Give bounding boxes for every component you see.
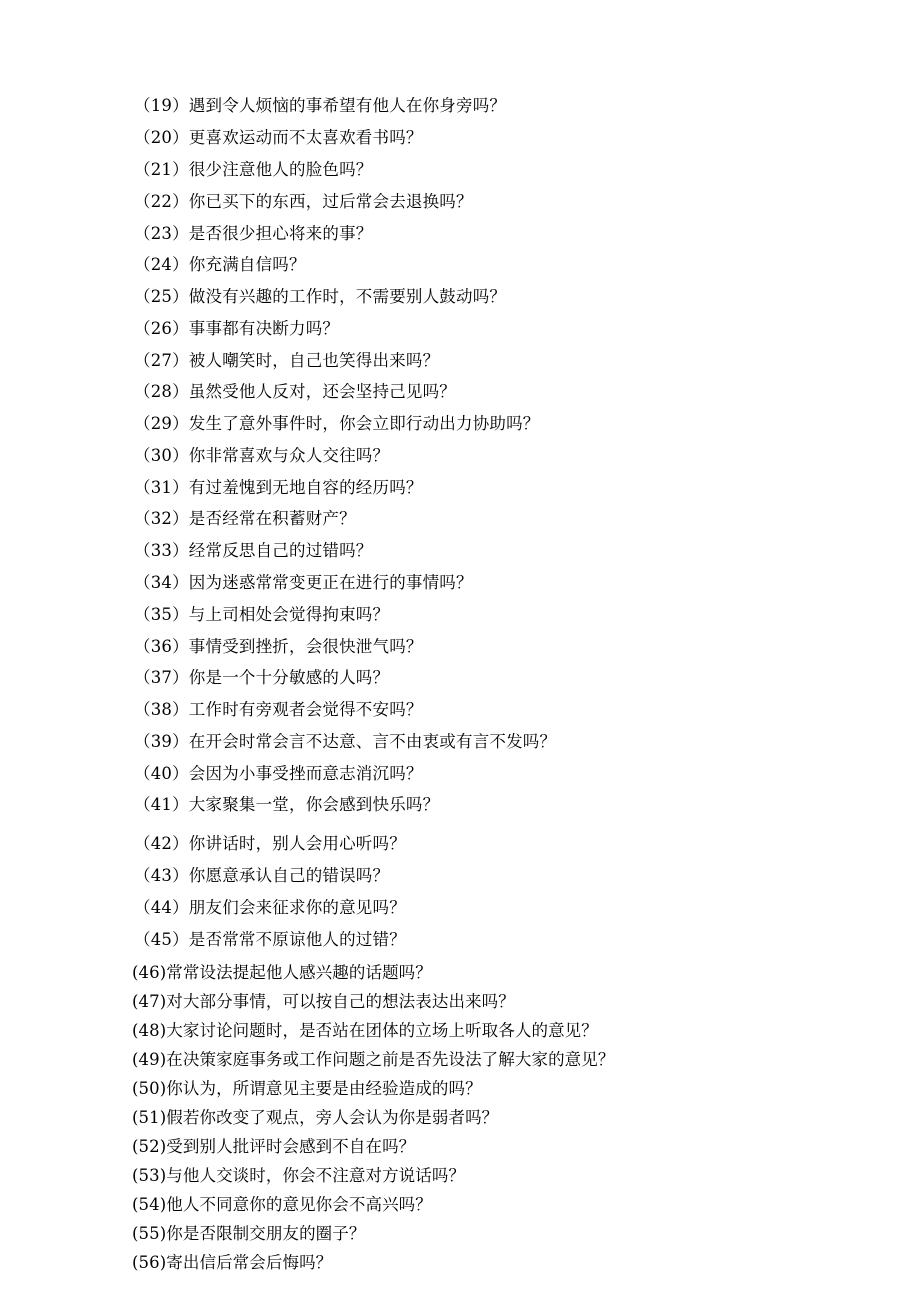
question-54: (54)他人不同意你的意见你会不高兴吗？ — [132, 1195, 432, 1214]
question-26: （26）事事都有决断力吗？ — [134, 319, 340, 338]
question-47: (47)对大部分事情，可以按自己的想法表达出来吗？ — [132, 992, 515, 1011]
question-32: （32）是否经常在积蓄财产？ — [134, 509, 356, 528]
question-37: （37）你是一个十分敏感的人吗？ — [134, 668, 390, 687]
question-52: (52)受到别人批评时会感到不自在吗？ — [132, 1137, 416, 1156]
question-24: （24）你充满自信吗？ — [134, 255, 306, 274]
question-31: （31）有过羞愧到无地自容的经历吗？ — [134, 478, 423, 497]
question-28: （28）虽然受他人反对，还会坚持己见吗？ — [134, 382, 456, 401]
question-42: （42）你讲话时，别人会用心听吗？ — [134, 834, 406, 853]
question-19: （19）遇到令人烦恼的事希望有他人在你身旁吗？ — [134, 96, 507, 115]
question-30: （30）你非常喜欢与众人交往吗？ — [134, 446, 390, 465]
question-51: (51)假若你改变了观点，旁人会认为你是弱者吗？ — [132, 1108, 499, 1127]
question-38: （38）工作时有旁观者会觉得不安吗？ — [134, 700, 423, 719]
question-21: （21）很少注意他人的脸色吗？ — [134, 160, 373, 179]
question-29: （29）发生了意外事件时，你会立即行动出力协助吗？ — [134, 414, 540, 433]
question-35: （35）与上司相处会觉得拘束吗？ — [134, 605, 390, 624]
question-53: (53)与他人交谈时，你会不注意对方说话吗？ — [132, 1166, 466, 1185]
question-20: （20）更喜欢运动而不太喜欢看书吗？ — [134, 128, 423, 147]
question-41: （41）大家聚集一堂，你会感到快乐吗？ — [134, 795, 440, 814]
question-43: （43）你愿意承认自己的错误吗？ — [134, 866, 390, 885]
question-25: （25）做没有兴趣的工作时，不需要别人鼓动吗？ — [134, 287, 507, 306]
question-45: （45）是否常常不原谅他人的过错？ — [134, 930, 406, 949]
question-44: （44）朋友们会来征求你的意见吗？ — [134, 898, 406, 917]
question-56: (56)寄出信后常会后悔吗？ — [132, 1253, 333, 1272]
question-46: (46)常常设法提起他人感兴趣的话题吗？ — [132, 963, 432, 982]
question-55: (55)你是否限制交朋友的圈子？ — [132, 1224, 366, 1243]
question-23: （23）是否很少担心将来的事？ — [134, 224, 373, 243]
question-49: (49)在决策家庭事务或工作问题之前是否先设法了解大家的意见？ — [132, 1050, 615, 1069]
question-40: （40）会因为小事受挫而意志消沉吗？ — [134, 764, 423, 783]
question-36: （36）事情受到挫折，会很快泄气吗？ — [134, 637, 423, 656]
question-22: （22）你已买下的东西，过后常会去退换吗？ — [134, 192, 473, 211]
question-48: (48)大家讨论问题时，是否站在团体的立场上听取各人的意见？ — [132, 1021, 598, 1040]
question-34: （34）因为迷惑常常变更正在进行的事情吗？ — [134, 573, 473, 592]
question-39: （39）在开会时常会言不达意、言不由衷或有言不发吗？ — [134, 732, 557, 751]
question-33: （33）经常反思自己的过错吗？ — [134, 541, 373, 560]
question-50: (50)你认为，所谓意见主要是由经验造成的吗？ — [132, 1079, 482, 1098]
question-27: （27）被人嘲笑时，自己也笑得出来吗？ — [134, 351, 440, 370]
